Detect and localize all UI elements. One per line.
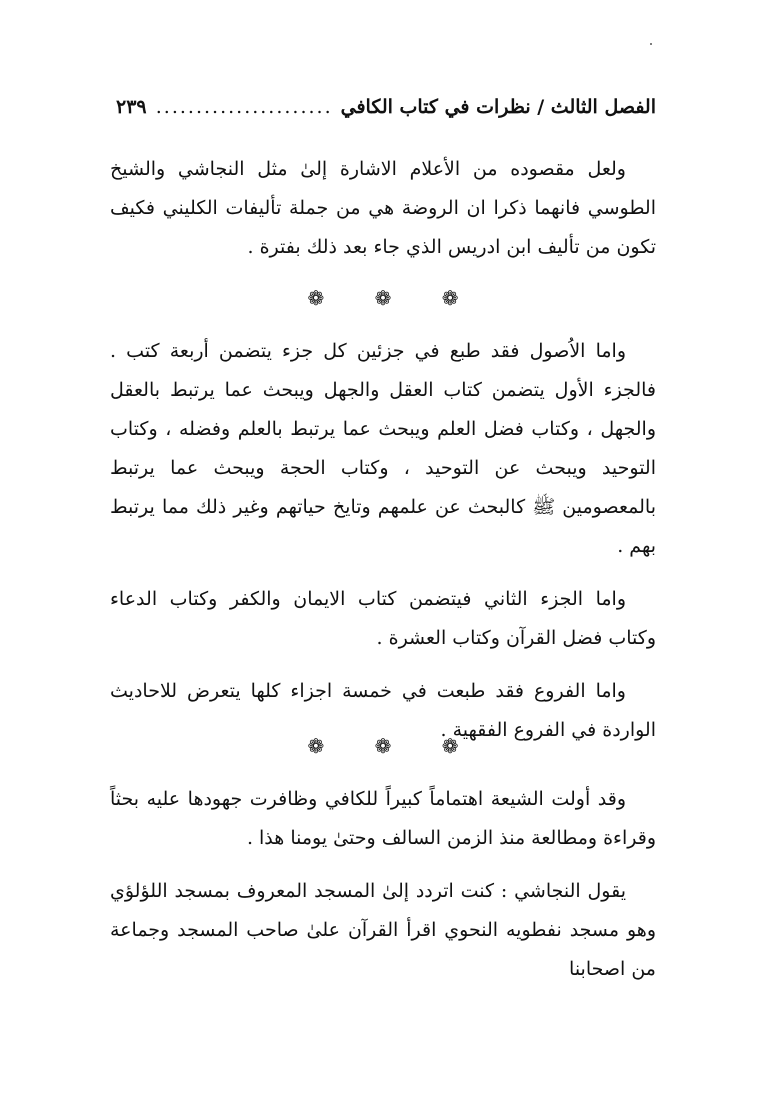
section-ornament bbox=[110, 734, 656, 758]
flower-icon: ❁ bbox=[307, 734, 325, 758]
paragraph: واما الفروع فقد طبعت في خمسة اجزاء كلها يتعرض للاحاديث الواردة في الفروع الفقهية . bbox=[110, 680, 656, 741]
leader-dots bbox=[155, 96, 333, 118]
running-header bbox=[116, 96, 656, 130]
paragraph: واما الاُصول فقد طبع في جزئين كل جزء يتضمن أربعة كتب . فالجزء الأول يتضمن كتاب العقل والجهل ويبحث عما يرتبط بالعقل والجهل ، وكتاب فضل العلم ويبحث عما يرتبط بالعلم وفضله ، وكتاب التوحيد ويبحث عن التوحيد ، وكتاب الحجة ويبحث عما يرتبط بالمعصومين ﷺ كالبحث عن علمهم وتايخ حياتهم وغير ذلك مما يرتبط بهم . bbox=[110, 340, 656, 557]
paragraph: يقول النجاشي : كنت اتردد إلىٰ المسجد المعروف بمسجد اللؤلؤي وهو مسجد نفطويه النحوي اقرأ القرآن علىٰ صاحب المسجد وجماعة من اصحابنا bbox=[110, 880, 656, 980]
flower-icon: ❁ bbox=[441, 286, 459, 310]
chapter-title: الفصل الثالث / نظرات في كتاب الكافي bbox=[340, 96, 656, 118]
page-speck bbox=[650, 43, 652, 45]
text-block-3 bbox=[110, 780, 656, 989]
page-number: ٢٣٩ bbox=[116, 96, 147, 118]
paragraph: ولعل مقصوده من الأعلام الاشارة إلىٰ مثل النجاشي والشيخ الطوسي فانهما ذكرا ان الروضة هي من جملة تأليفات الكليني فكيف تكون من تأليف ابن ادريس الذي جاء بعد ذلك بفترة . bbox=[110, 158, 656, 258]
flower-icon: ❁ bbox=[441, 734, 459, 758]
paragraph: وقد أولت الشيعة اهتماماً كبيراً للكافي وظافرت جهودها عليه بحثاً وقراءة ومطالعة منذ الزمن السالف وحتىٰ يومنا هذا . bbox=[110, 788, 656, 849]
text-block-1 bbox=[110, 150, 656, 267]
paragraph: واما الجزء الثاني فيتضمن كتاب الايمان والكفر وكتاب الدعاء وكتاب فضل القرآن وكتاب العشرة . bbox=[110, 588, 656, 649]
flower-icon: ❁ bbox=[374, 286, 392, 310]
text-block-2 bbox=[110, 332, 656, 750]
flower-icon: ❁ bbox=[374, 734, 392, 758]
flower-icon: ❁ bbox=[307, 286, 325, 310]
section-ornament bbox=[110, 286, 656, 310]
